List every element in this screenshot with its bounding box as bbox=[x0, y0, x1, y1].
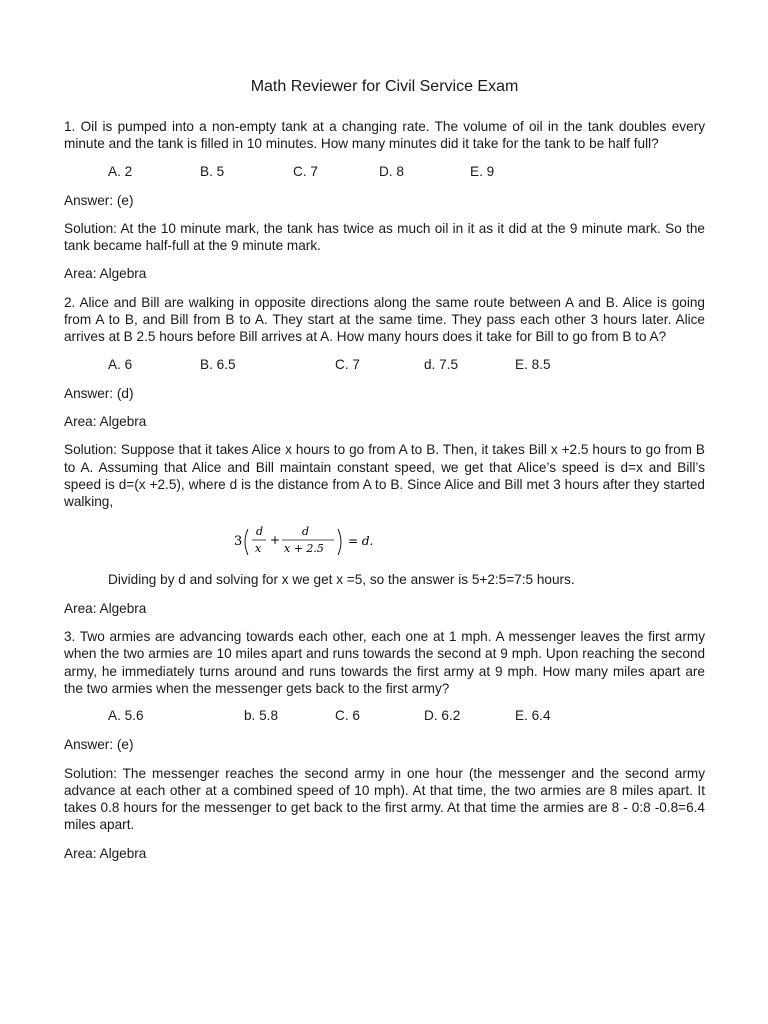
choice: C. 7 bbox=[335, 356, 360, 372]
question-3-text: 3. Two armies are advancing towards each other, each one at 1 mph. A messenger leaves the first army when the two armies are 10 miles apart and runs towards the second at 9 mph. Upon reaching the second army, he immediately turns around and runs towards the first army at 9 mph. How many miles apart are the two armies when the messenger gets back to the first army? bbox=[64, 629, 705, 696]
question-2-answer: Answer: (d) bbox=[64, 385, 134, 401]
question-1-area: Area: Algebra bbox=[64, 266, 147, 282]
question-2-area-2: Area: Algebra bbox=[64, 600, 147, 616]
question-2-followup: Dividing by d and solving for x we get x =5, so the answer is 5+2:5=7:5 hours. bbox=[108, 572, 575, 588]
question-1-solution: Solution: At the 10 minute mark, the tank has twice as much oil in it as it did at the 9 minute mark. So the tank became half-full at the 9 minute mark. bbox=[64, 220, 705, 254]
question-1-text: 1. Oil is pumped into a non-empty tank at a changing rate. The volume of oil in the tank doubles every minute and the tank is filled in 10 minutes. How many minutes did it take for the tank to be half full? bbox=[64, 119, 705, 152]
eq-numerator-2: d bbox=[302, 525, 310, 539]
choice: A. 6 bbox=[108, 356, 133, 372]
equation bbox=[64, 521, 705, 563]
question-3-area: Area: Algebra bbox=[64, 845, 147, 861]
choice: D. 6.2 bbox=[424, 708, 461, 724]
question-3-answer: Answer: (e) bbox=[64, 737, 134, 753]
choice: A. 5.6 bbox=[108, 708, 144, 724]
page-title: Math Reviewer for Civil Service Exam bbox=[250, 78, 519, 95]
eq-denominator-2: x + 2.5 bbox=[284, 542, 324, 556]
choice: d. 7.5 bbox=[424, 356, 459, 372]
choice: E. 6.4 bbox=[515, 708, 551, 724]
eq-numerator-1: d bbox=[256, 525, 264, 539]
choice: C. 7 bbox=[293, 163, 318, 179]
right-paren bbox=[338, 529, 341, 555]
question-3-choices bbox=[64, 708, 705, 725]
choice: E. 8.5 bbox=[515, 356, 551, 372]
choice: C. 6 bbox=[335, 708, 360, 724]
equation-graphic bbox=[232, 521, 392, 563]
question-2-solution: Solution: Suppose that it takes Alice x hours to go from A to B. Then, it takes Bill x +2.5 hours to go from B to A. Assuming that Alice and Bill maintain constant speed, we get that Alice’s speed is d=x and Bill’s speed is d=(x +2.5), where d is the distance from A to B. Since Alice and Bill met 3 hours after they started walking, bbox=[64, 442, 705, 510]
eq-plus: + bbox=[270, 533, 281, 548]
choice: E. 9 bbox=[470, 163, 495, 179]
question-1-answer: Answer: (e) bbox=[64, 192, 134, 208]
choice: b. 5.8 bbox=[244, 708, 279, 724]
eq-coefficient: 3 bbox=[234, 534, 243, 550]
choice: D. 8 bbox=[379, 163, 404, 179]
question-2-choices bbox=[64, 357, 705, 374]
choice: B. 6.5 bbox=[200, 356, 236, 372]
question-2-text: 2. Alice and Bill are walking in opposite directions along the same route between A and B. Alice is going from A to B, and Bill from B to A. They start at the same time. They pass each other 3 hours later. Alice arrives at B 2.5 hours before Bill arrives at A. How many hours does it take for Bill to go from B to A? bbox=[64, 294, 705, 345]
document-page bbox=[64, 78, 705, 873]
choice: B. 5 bbox=[200, 163, 225, 179]
eq-rhs: = d. bbox=[348, 534, 374, 549]
question-1-choices bbox=[64, 164, 705, 181]
left-paren bbox=[245, 529, 248, 555]
eq-denominator-1: x bbox=[255, 542, 262, 556]
choice: A. 2 bbox=[108, 163, 133, 179]
question-2-area: Area: Algebra bbox=[64, 413, 147, 429]
question-3-solution: Solution: The messenger reaches the second army in one hour (the messenger and the second army advance at each other at a combined speed of 10 mph). At that time, the two armies are 8 miles apart. It takes 0.8 hours for the messenger to get back to the first army. At that time the armies are 8 - 0:8 -0.8=6.4 miles apart. bbox=[64, 765, 705, 833]
